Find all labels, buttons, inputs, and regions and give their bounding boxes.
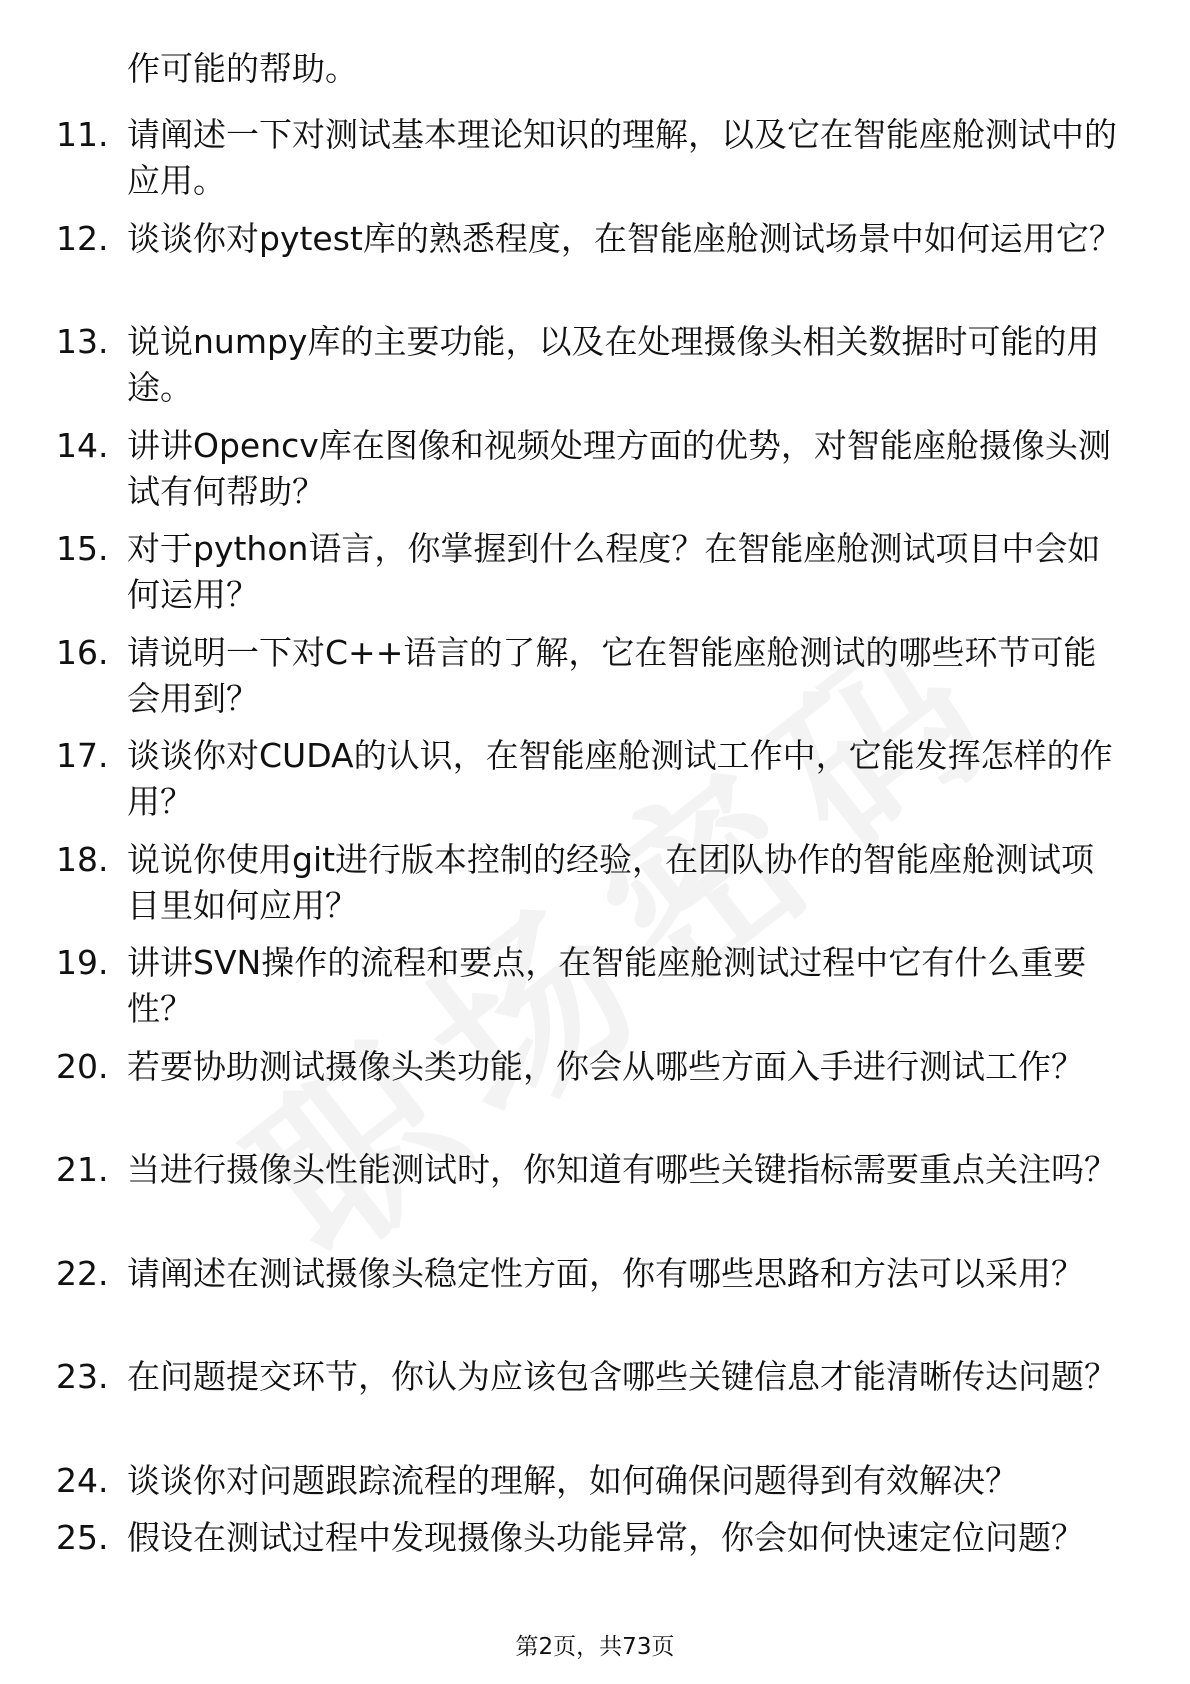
question-number: 18.	[56, 839, 109, 879]
question-text: 请阐述在测试摄像头稳定性方面，你有哪些思路和方法可以采用？	[127, 1253, 1084, 1293]
question-text: 讲讲Opencv库在图像和视频处理方面的优势，对智能座舱摄像头测试有何帮助？	[127, 425, 1111, 511]
list-item	[0, 112, 1190, 216]
question-number: 12.	[56, 218, 109, 258]
question-list	[0, 112, 1190, 1618]
question-text: 当进行摄像头性能测试时，你知道有哪些关键指标需要重点关注吗？	[127, 1150, 1117, 1189]
list-item	[0, 1044, 1190, 1148]
list-item	[0, 1354, 1190, 1458]
question-number: 25.	[56, 1517, 109, 1557]
question-text: 对于python语言，你掌握到什么程度？在智能座舱测试项目中会如何运用？	[127, 529, 1101, 614]
list-item	[0, 733, 1190, 837]
question-text: 若要协助测试摄像头类功能，你会从哪些方面入手进行测试工作？	[127, 1046, 1084, 1086]
list-item	[0, 837, 1190, 941]
question-number: 15.	[56, 529, 109, 568]
question-number: 11.	[56, 115, 109, 154]
question-text: 假设在测试过程中发现摄像头功能异常，你会如何快速定位问题？	[127, 1517, 1084, 1557]
list-item	[0, 630, 1190, 734]
question-text: 讲讲SVN操作的流程和要点，在智能座舱测试过程中它有什么重要性？	[127, 943, 1087, 1028]
continuation-text: 作可能的帮助。	[127, 49, 358, 88]
question-text: 说说numpy库的主要功能，以及在处理摄像头相关数据时可能的用途。	[127, 322, 1100, 407]
list-item	[0, 1515, 1190, 1619]
question-number: 21.	[56, 1150, 109, 1189]
question-text: 谈谈你对pytest库的熟悉程度，在智能座舱测试场景中如何运用它？	[127, 218, 1122, 258]
list-item	[0, 1147, 1190, 1251]
list-item	[0, 1251, 1190, 1355]
question-number: 14.	[56, 425, 109, 465]
question-number: 17.	[56, 736, 109, 775]
list-item	[0, 423, 1190, 527]
question-text: 请说明一下对C++语言的了解，它在智能座舱测试的哪些环节可能会用到？	[127, 632, 1097, 718]
question-number: 22.	[56, 1253, 109, 1293]
list-item	[0, 940, 1190, 1044]
question-number: 19.	[56, 943, 109, 982]
question-text: 在问题提交环节，你认为应该包含哪些关键信息才能清晰传达问题？	[127, 1357, 1117, 1396]
list-item	[0, 1458, 1190, 1515]
question-text: 谈谈你对问题跟踪流程的理解，如何确保问题得到有效解决？	[127, 1460, 1018, 1500]
question-number: 16.	[56, 632, 109, 672]
list-item	[0, 319, 1190, 423]
question-number: 23.	[56, 1357, 109, 1396]
question-text: 请阐述一下对测试基本理论知识的理解，以及它在智能座舱测试中的应用。	[127, 115, 1117, 200]
question-number: 24.	[56, 1460, 109, 1500]
list-item	[0, 526, 1190, 630]
list-item	[0, 216, 1190, 320]
page-footer: 第2页，共73页	[515, 1634, 675, 1660]
question-text: 谈谈你对CUDA的认识，在智能座舱测试工作中，它能发挥怎样的作用？	[127, 736, 1113, 821]
question-text: 说说你使用git进行版本控制的经验，在团队协作的智能座舱测试项目里如何应用？	[127, 839, 1095, 925]
question-number: 13.	[56, 322, 109, 361]
question-number: 20.	[56, 1046, 109, 1086]
